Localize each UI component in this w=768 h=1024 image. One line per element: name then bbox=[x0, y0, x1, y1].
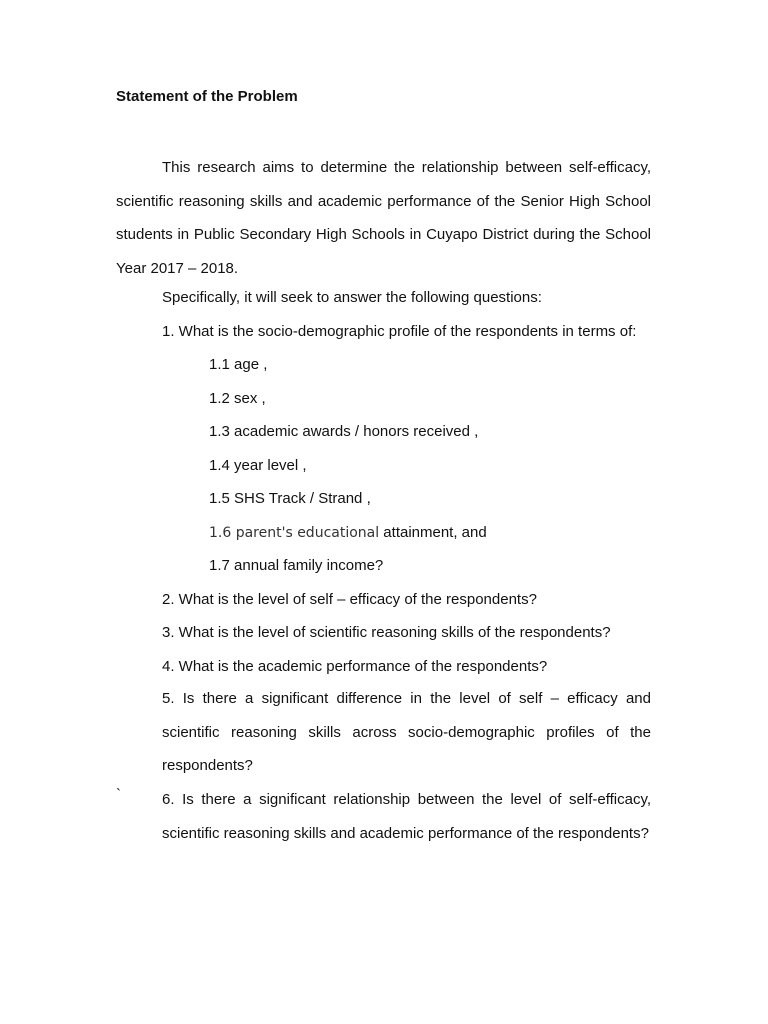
question-1-item-year-level: 1.4 year level , bbox=[209, 457, 307, 474]
question-4: 4. What is the academic performance of the respondents? bbox=[162, 658, 548, 675]
lead-in-line: Specifically, it will seek to answer the following questions: bbox=[162, 289, 542, 306]
question-6: 6. Is there a significant relationship between the level of self-efficacy, scientific reasoning skills and academic performance of the respondents? bbox=[162, 791, 651, 842]
question-5: 5. Is there a significant difference in the level of self – efficacy and scientific reasoning skills across socio-demographic profiles of the respondents? bbox=[162, 690, 651, 775]
parents-education-suffix: attainment, and bbox=[379, 524, 487, 541]
question-2: 2. What is the level of self – efficacy of the respondents? bbox=[162, 591, 537, 608]
section-title: Statement of the Problem bbox=[116, 88, 298, 105]
parents-education-label: 1.6 parent's educational bbox=[209, 525, 380, 541]
question-1: 1. What is the socio-demographic profile of the respondents in terms of: bbox=[162, 323, 637, 340]
question-1-item-sex: 1.2 sex , bbox=[209, 390, 266, 407]
question-1-item-income: 1.7 annual family income? bbox=[209, 557, 384, 574]
question-1-item-parents-education bbox=[209, 523, 487, 543]
question-1-item-track: 1.5 SHS Track / Strand , bbox=[209, 490, 371, 507]
question-1-item-awards: 1.3 academic awards / honors received , bbox=[209, 423, 479, 440]
question-3: 3. What is the level of scientific reasoning skills of the respondents? bbox=[162, 624, 611, 641]
question-1-item-age: 1.1 age , bbox=[209, 356, 268, 373]
stray-mark: ` bbox=[116, 786, 121, 803]
intro-paragraph: This research aims to determine the relationship between self-efficacy, scientific reasoning skills and academic performance of the Senior High School students in Public Secondary High Schools in Cuyapo District during the School Year 2017 – 2018. bbox=[116, 159, 651, 278]
